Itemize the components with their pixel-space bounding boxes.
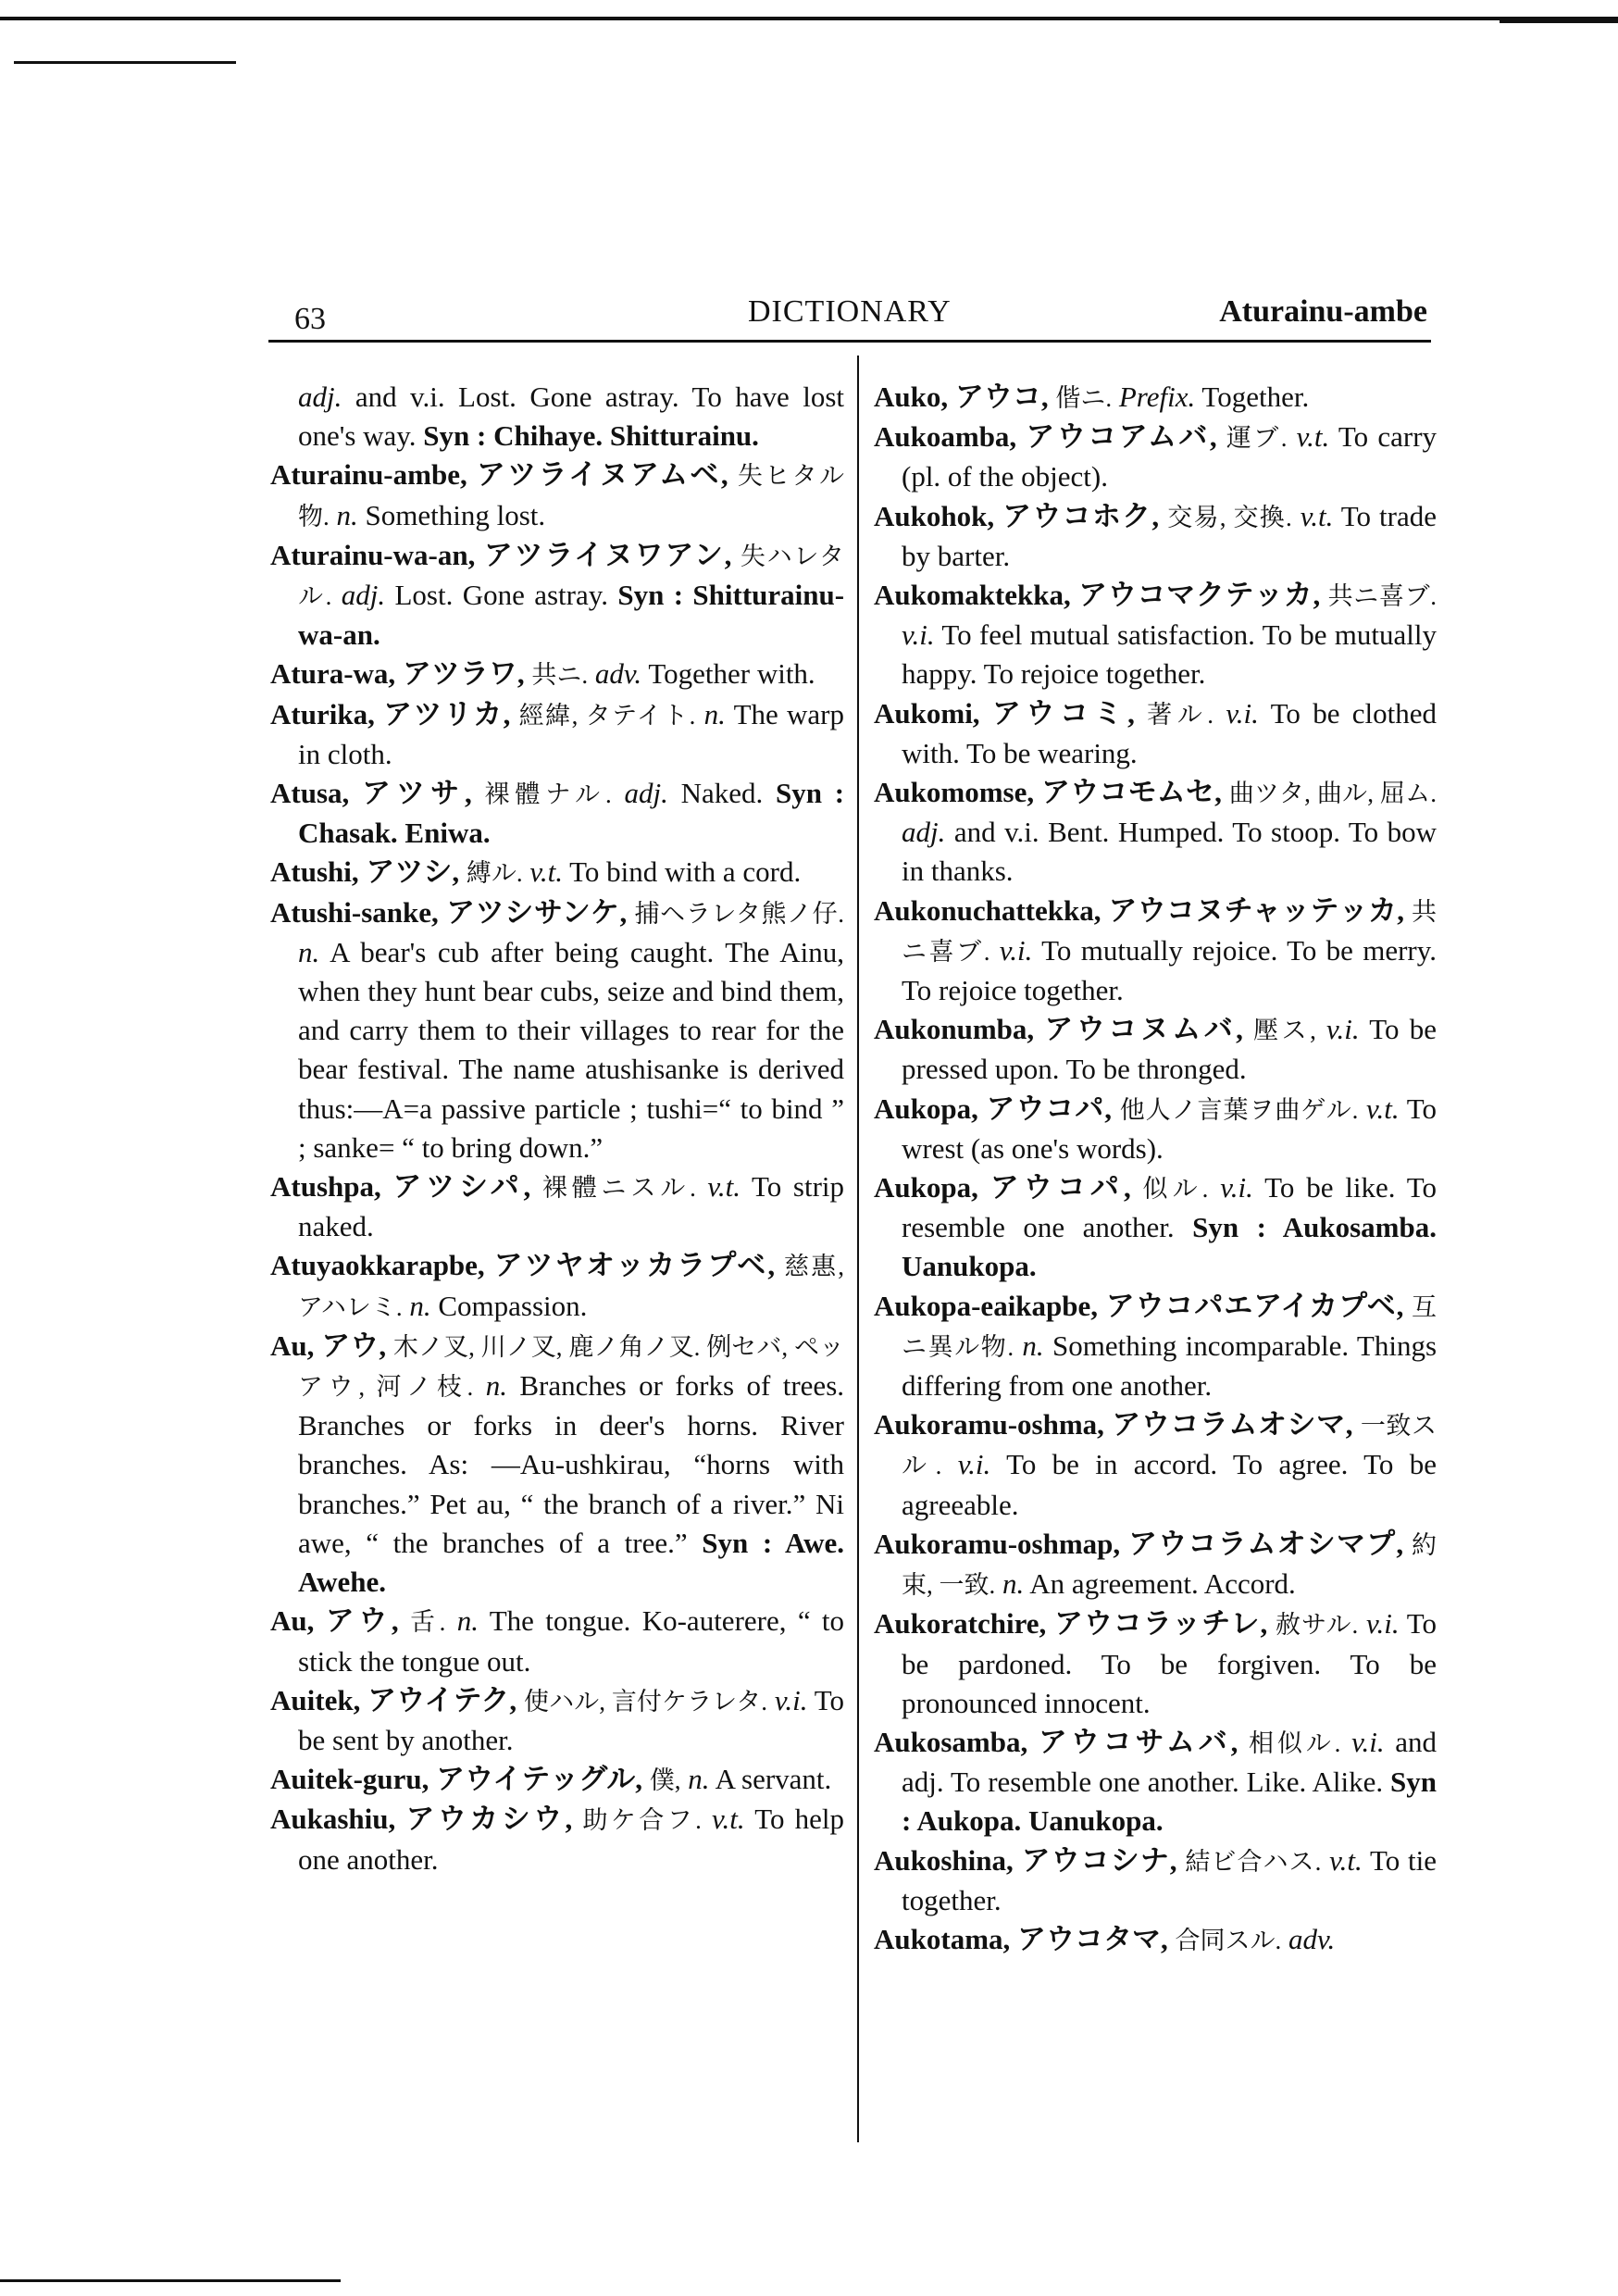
entry-japanese-gloss: 壓ス, <box>1253 1017 1316 1045</box>
entry-katakana: アウコラムオシマ, <box>1112 1408 1353 1441</box>
left-column <box>270 378 844 1879</box>
top-border-rule-right <box>1500 20 1618 23</box>
entry-definition: To feel mutual satisfaction. To be mutually happy. To rejoice together. <box>902 618 1437 691</box>
dictionary-entry <box>270 655 844 694</box>
entry-japanese-gloss: 慈惠, アハレミ. <box>298 1253 845 1321</box>
entry-katakana: アウコヌムバ, <box>1044 1013 1243 1046</box>
dictionary-entry <box>874 378 1437 418</box>
entry-japanese-gloss: 合同スル. <box>1175 1926 1282 1954</box>
entry-part-of-speech: adv. <box>1288 1922 1336 1955</box>
entry-definition: and v.i. Bent. Humped. To stoop. To bow in thanks. <box>902 816 1438 888</box>
dictionary-entry <box>270 1681 844 1760</box>
entry-japanese-gloss: 相似ル. <box>1249 1728 1341 1757</box>
entry-katakana: アツシパ, <box>392 1170 531 1204</box>
entry-katakana: アウコラムオシマプ, <box>1128 1527 1404 1560</box>
entry-headword: Aukomaktekka, <box>874 579 1071 612</box>
entry-part-of-speech: adv. <box>594 657 642 691</box>
entry-synonyms: Syn : Aukosamba. Uanukopa. <box>902 1211 1437 1283</box>
bottom-border-rule <box>0 2279 341 2282</box>
entry-definition: Something lost. <box>365 498 546 531</box>
entry-definition: To be like. To resemble one another. <box>902 1171 1438 1244</box>
entry-headword: Atura-wa, <box>270 657 396 691</box>
margin-rule <box>14 61 236 64</box>
dictionary-entry <box>874 1287 1437 1406</box>
dictionary-entry <box>874 1525 1437 1604</box>
entry-katakana: アツシ, <box>366 855 460 889</box>
entry-definition: An agreement. Accord. <box>1029 1567 1296 1601</box>
dictionary-entry <box>270 455 844 535</box>
right-column <box>874 378 1437 1960</box>
entry-part-of-speech: v.t. <box>1329 1843 1363 1877</box>
entry-headword: Aukashiu, <box>270 1803 396 1836</box>
entry-japanese-gloss: 僕, <box>649 1766 681 1795</box>
dictionary-entry <box>874 1405 1437 1525</box>
entry-definition: Something incomparable. Things differing from one another. <box>902 1329 1438 1403</box>
entry-katakana: アウコラッチレ, <box>1054 1607 1268 1641</box>
entry-katakana: アツライヌワアン, <box>483 538 732 571</box>
entry-definition: To mutually rejoice. To be merry. To rejoice together. <box>902 933 1437 1007</box>
entry-japanese-gloss: 共ニ. <box>531 661 589 690</box>
entry-part-of-speech: Prefix. <box>1118 381 1196 413</box>
entry-definition: To wrest (as one's words). <box>902 1092 1437 1165</box>
entry-japanese-gloss: 經緯, タテイト. <box>518 701 696 730</box>
entry-headword: Aukonumba, <box>874 1013 1035 1046</box>
entry-katakana: アツサ, <box>362 777 472 810</box>
entry-part-of-speech: v.i. <box>774 1683 808 1716</box>
entry-definition: To help one another. <box>298 1803 845 1876</box>
entry-headword: Aukotama, <box>874 1922 1011 1955</box>
dictionary-entry <box>270 1327 844 1602</box>
entry-headword: Aukopa-eaikapbe, <box>874 1289 1099 1322</box>
entry-japanese-gloss: 偕ニ. <box>1055 384 1113 412</box>
entry-synonyms: Syn : Aukopa. Uanukopa. <box>902 1766 1437 1838</box>
entry-katakana: アウコパ, <box>989 1171 1131 1204</box>
entry-headword: Aukoratchire, <box>874 1607 1047 1641</box>
entry-japanese-gloss: 赦サル. <box>1275 1611 1359 1640</box>
entry-definition: To strip naked. <box>298 1170 845 1243</box>
guide-word: Aturainu-ambe <box>1219 294 1427 329</box>
entry-japanese-gloss: 結ビ合ハス. <box>1185 1847 1322 1876</box>
entry-part-of-speech: v.i. <box>1351 1725 1385 1758</box>
entry-definition: To be pressed upon. To be thronged. <box>902 1013 1438 1086</box>
entry-headword: Aukoramu-oshmap, <box>874 1527 1121 1560</box>
entry-katakana: アツリカ, <box>383 697 511 730</box>
entry-definition: To bind with a cord. <box>569 855 802 889</box>
entry-part-of-speech: n. <box>1022 1329 1044 1362</box>
entry-part-of-speech: v.i. <box>1326 1013 1360 1046</box>
entry-definition: To be sent by another. <box>298 1683 845 1756</box>
entry-katakana: アウコヌチャッテッカ, <box>1108 893 1404 927</box>
dictionary-entry <box>874 1090 1437 1168</box>
entry-part-of-speech: v.i. <box>1226 696 1259 730</box>
entry-part-of-speech: v.t. <box>1296 420 1330 454</box>
entry-katakana: アウコアムバ, <box>1026 420 1217 454</box>
entry-headword: Aukoshina, <box>874 1843 1014 1877</box>
entry-katakana: アツラワ, <box>402 657 525 691</box>
dictionary-entry <box>874 497 1437 576</box>
entry-definition: To be in accord. To agree. To be agreeable. <box>902 1448 1437 1521</box>
entry-headword: Au, <box>270 1604 315 1638</box>
dictionary-entry <box>874 418 1437 496</box>
entry-definition: A bear's cub after being caught. The Ainu, when they hunt bear cubs, seize and bind them, and carry them to their villages to rear for the bear festival. The name atushisanke is derived thus:—A=a passive particle ; tushi=“ to bind ” ; sanke= “ to bring down.” <box>298 935 845 1164</box>
entry-japanese-gloss: 捕ヘラレタ熊ノ仔. <box>634 899 844 928</box>
entry-synonyms: Syn : Shitturainu-wa-an. <box>298 579 845 652</box>
entry-japanese-gloss: 約束, 一致. <box>902 1530 1438 1600</box>
entry-katakana: アウイテッグル, <box>436 1763 643 1796</box>
entry-definition: Compassion. <box>438 1289 588 1322</box>
entry-headword: Au, <box>270 1329 315 1362</box>
entry-headword: Atushpa, <box>270 1170 381 1204</box>
page-header <box>287 289 1427 335</box>
header-rule <box>268 340 1431 343</box>
entry-synonyms: Syn : Chihaye. Shitturainu. <box>423 419 759 453</box>
dictionary-entry <box>270 1760 844 1800</box>
entry-japanese-gloss: 他人ノ言葉ヲ曲ゲル. <box>1119 1095 1359 1124</box>
entry-headword: Aturika, <box>270 697 375 730</box>
entry-part-of-speech: n. <box>703 697 726 730</box>
dictionary-entry <box>270 893 844 1167</box>
entry-part-of-speech: n. <box>485 1369 507 1403</box>
entry-katakana: アウコタマ, <box>1017 1922 1168 1955</box>
entry-headword: Aukosamba, <box>874 1725 1028 1758</box>
entry-headword: Atusa, <box>270 777 350 810</box>
entry-headword: Atushi-sanke, <box>270 895 439 929</box>
entry-headword: Auitek, <box>270 1683 361 1716</box>
entry-definition: and v.i. Lost. Gone astray. To have lost one's way. <box>298 381 844 453</box>
entry-part-of-speech: v.t. <box>1300 499 1334 532</box>
entry-katakana: アウコシナ, <box>1021 1843 1177 1877</box>
dictionary-entry <box>270 774 844 853</box>
entry-katakana: アウコミ, <box>991 696 1135 730</box>
dictionary-entry <box>874 576 1437 694</box>
entry-japanese-gloss: 縛ル. <box>466 859 523 888</box>
entry-katakana: アウコマクテッカ, <box>1078 579 1321 612</box>
entry-headword: Aturainu-ambe, <box>270 458 467 492</box>
entry-headword: Aukopa, <box>874 1171 978 1204</box>
entry-definition: The tongue. Ko-auterere, “ to stick the tongue out. <box>298 1604 845 1678</box>
entry-katakana: アウコホク, <box>1002 499 1160 532</box>
column-divider <box>857 356 859 2142</box>
entry-katakana: アウコモムセ, <box>1041 776 1222 809</box>
dictionary-entry <box>270 695 844 774</box>
entry-japanese-gloss: 失ヒタル物. <box>298 462 845 530</box>
dictionary-entry <box>270 378 844 455</box>
entry-katakana: アツライヌアムベ, <box>476 458 728 492</box>
entry-part-of-speech: adj. <box>902 816 946 849</box>
entry-katakana: アウイテク, <box>367 1683 517 1716</box>
entry-part-of-speech: v.t. <box>1366 1092 1400 1125</box>
entry-japanese-gloss: 著ル. <box>1147 700 1214 729</box>
entry-part-of-speech: n. <box>688 1763 710 1796</box>
entry-katakana: アウコパエアイカプベ, <box>1105 1289 1404 1322</box>
entry-definition: A servant. <box>715 1763 832 1796</box>
dictionary-entry <box>874 773 1437 892</box>
entry-definition: The warp in cloth. <box>298 697 844 770</box>
entry-japanese-gloss: 共ニ喜ブ. <box>902 897 1437 966</box>
entry-definition: Lost. Gone astray. <box>394 579 608 612</box>
running-title: DICTIONARY <box>748 294 952 329</box>
entry-part-of-speech: adj. <box>624 777 668 810</box>
entry-part-of-speech: n. <box>1002 1567 1025 1601</box>
entry-part-of-speech: v.i. <box>1366 1607 1400 1641</box>
entry-part-of-speech: v.t. <box>529 855 563 889</box>
entry-part-of-speech: v.t. <box>712 1803 745 1836</box>
entry-part-of-speech: n. <box>409 1289 431 1322</box>
entry-katakana: アウ, <box>321 1329 387 1362</box>
entry-headword: Aukohok, <box>874 499 995 532</box>
entry-japanese-gloss: 互ニ異ル物. <box>902 1292 1437 1361</box>
entry-japanese-gloss: 裸體ニスル. <box>541 1174 696 1203</box>
entry-part-of-speech: adj. <box>341 579 386 612</box>
entry-definition: and adj. To resemble one another. Like. Alike. <box>902 1725 1438 1799</box>
dictionary-entry <box>874 1723 1437 1841</box>
entry-part-of-speech: n. <box>456 1604 479 1638</box>
entry-japanese-gloss: 失ハレタル. <box>298 542 845 611</box>
entry-headword: Aukomomse, <box>874 776 1035 809</box>
entry-definition: Together with. <box>648 657 815 691</box>
entry-katakana: アツシサンケ, <box>446 895 628 929</box>
entry-part-of-speech: adj. <box>298 381 342 413</box>
entry-japanese-gloss: 似ル. <box>1142 1175 1209 1204</box>
entry-japanese-gloss: 曲ツタ, 曲ル, 屈ム. <box>1228 780 1438 808</box>
entry-japanese-gloss: 交易, 交換. <box>1167 503 1292 531</box>
entry-definition: To trade by barter. <box>902 499 1438 572</box>
dictionary-entry <box>270 853 844 892</box>
entry-part-of-speech: v.i. <box>902 618 935 652</box>
top-border-rule <box>0 17 1618 20</box>
entry-definition: Naked. <box>680 777 764 810</box>
entry-japanese-gloss: 使ハル, 言付ケラレタ. <box>524 1687 768 1716</box>
dictionary-entry <box>270 536 844 655</box>
page-number: 63 <box>294 302 326 336</box>
entry-definition: Together. <box>1201 381 1310 413</box>
entry-headword: Aturainu-wa-an, <box>270 538 476 571</box>
dictionary-entry <box>874 892 1437 1011</box>
entry-part-of-speech: n. <box>336 498 358 531</box>
dictionary-entry <box>874 1604 1437 1723</box>
entry-part-of-speech: v.i. <box>957 1448 991 1481</box>
entry-japanese-gloss: 運ブ. <box>1226 424 1288 453</box>
dictionary-entry <box>874 694 1437 773</box>
entry-headword: Atushi, <box>270 855 359 889</box>
entry-part-of-speech: v.i. <box>999 933 1033 967</box>
entry-headword: Aukoamba, <box>874 420 1017 454</box>
entry-part-of-speech: v.i. <box>1220 1171 1253 1204</box>
entry-headword: Aukomi, <box>874 696 980 730</box>
entry-definition: To carry (pl. of the object). <box>902 420 1438 493</box>
entry-japanese-gloss: 助ケ合フ. <box>582 1806 702 1835</box>
dictionary-entry <box>874 1168 1437 1287</box>
dictionary-entry <box>270 1167 844 1246</box>
dictionary-entry <box>270 1800 844 1878</box>
entry-synonyms: Syn : Chasak. Eniwa. <box>298 777 845 850</box>
entry-japanese-gloss: 裸體ナル. <box>484 780 612 809</box>
entry-synonyms: Syn : Awe. Awehe. <box>298 1526 845 1599</box>
entry-definition: To tie together. <box>902 1843 1438 1916</box>
entry-headword: Aukopa, <box>874 1092 978 1125</box>
entry-part-of-speech: v.t. <box>707 1170 741 1204</box>
entry-headword: Auitek-guru, <box>270 1763 429 1796</box>
entry-definition: To be pardoned. To be forgiven. To be pronounced innocent. <box>902 1607 1438 1719</box>
entry-japanese-gloss: 一致スル. <box>902 1412 1438 1480</box>
dictionary-entry <box>874 1920 1437 1960</box>
entry-definition: Branches or forks of trees. Branches or forks in deer's horns. River branches. As: —Au-ushkirau, “horns with branches.” Pet au, “ the branch of a river.” Ni awe, “ the branches of a tree.” <box>298 1369 845 1559</box>
entry-katakana: アウコサムバ, <box>1038 1725 1238 1758</box>
entry-katakana: アウ, <box>325 1604 399 1638</box>
dictionary-entry <box>874 1010 1437 1089</box>
entry-headword: Atuyaokkarapbe, <box>270 1249 485 1282</box>
entry-definition: To be clothed with. To be wearing. <box>902 696 1438 769</box>
dictionary-entry <box>874 1841 1437 1920</box>
entry-katakana: アウコ, <box>954 381 1049 413</box>
dictionary-entry <box>270 1602 844 1680</box>
entry-headword: Auko, <box>874 381 949 413</box>
entry-japanese-gloss: 共ニ喜ブ. <box>1327 582 1438 611</box>
entry-katakana: アウカシウ, <box>405 1803 573 1836</box>
entry-katakana: アウコパ, <box>986 1092 1113 1125</box>
entry-part-of-speech: n. <box>298 935 320 968</box>
entry-japanese-gloss: 木ノ叉, 川ノ叉, 鹿ノ角ノ叉. 例セバ, ペッアウ, 河ノ枝. <box>298 1332 845 1402</box>
dictionary-entry <box>270 1246 844 1326</box>
entry-headword: Aukoramu-oshma, <box>874 1408 1104 1441</box>
entry-headword: Aukonuchattekka, <box>874 893 1101 927</box>
entry-katakana: アツヤオッカラプベ, <box>493 1249 776 1282</box>
entry-japanese-gloss: 舌. <box>410 1608 446 1637</box>
